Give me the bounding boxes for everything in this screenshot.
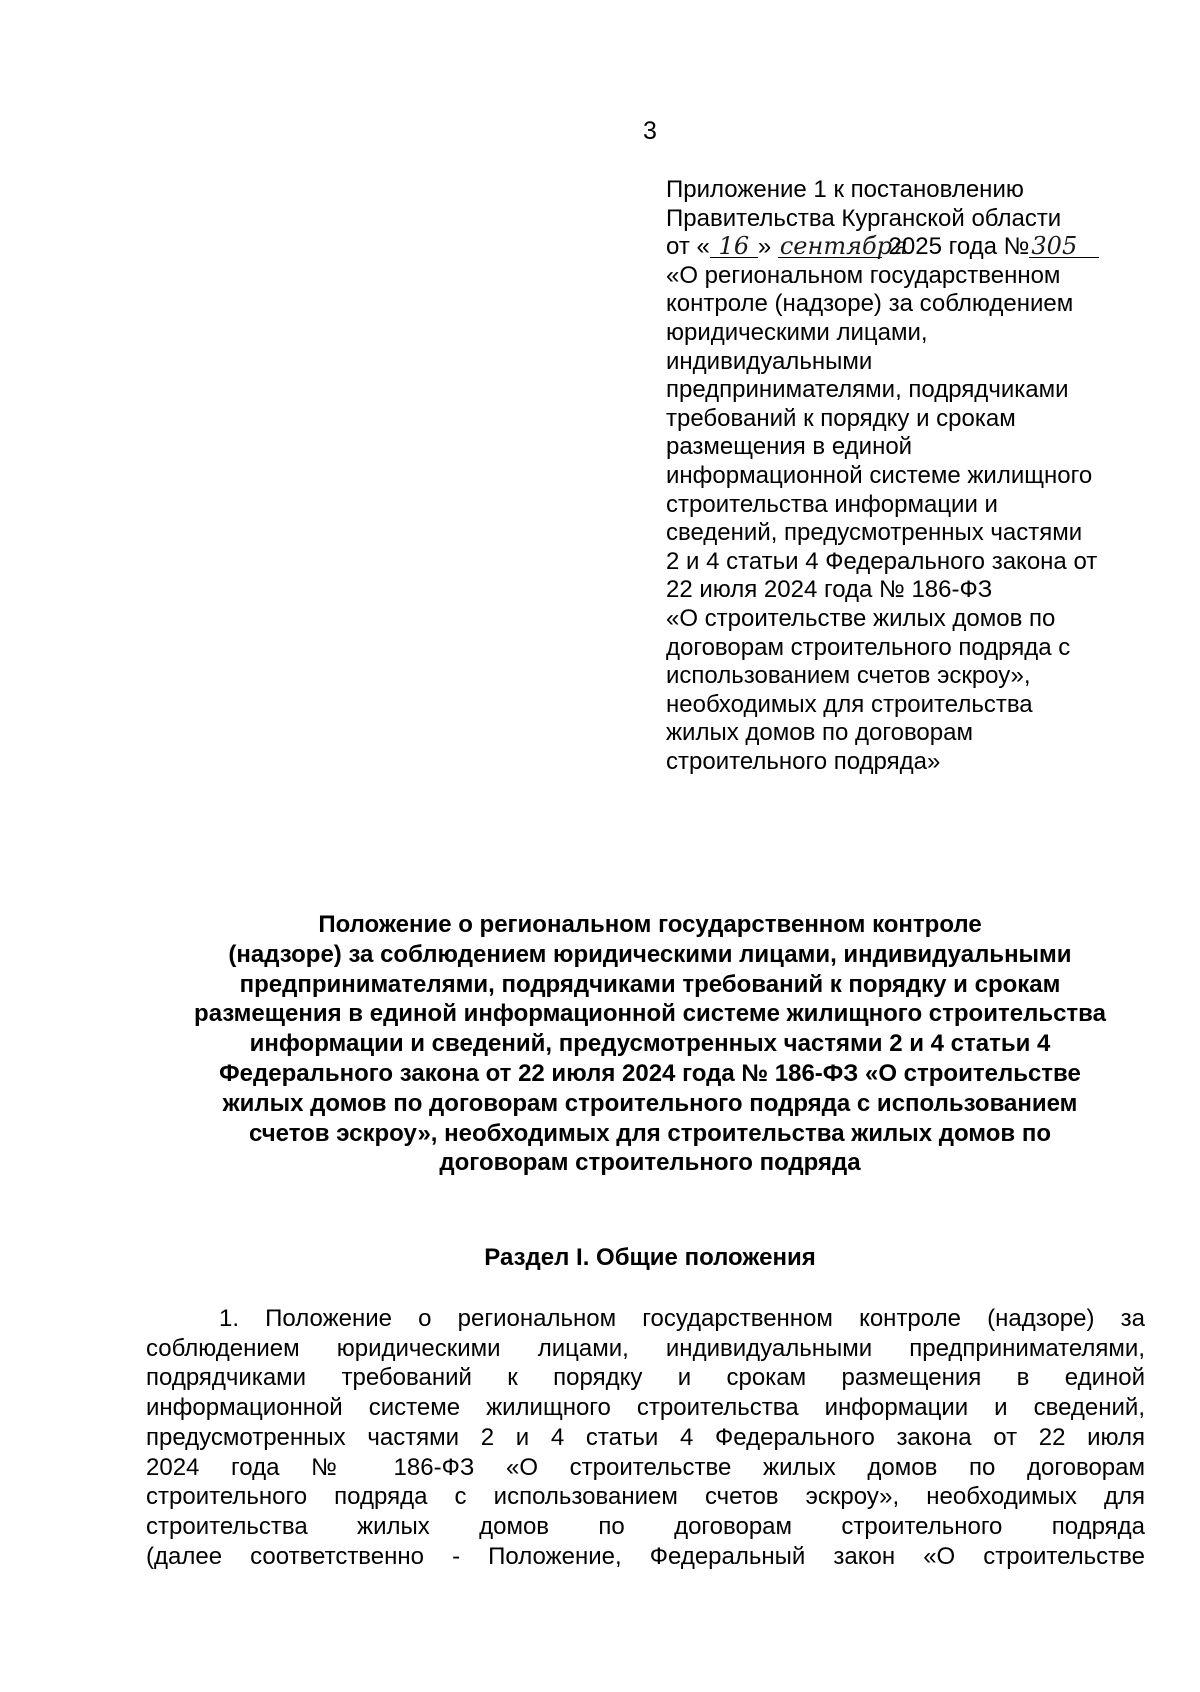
appendix-header [666, 176, 1126, 776]
appendix-subject-line: необходимых для строительства [666, 690, 1033, 718]
page-number: 3 [643, 117, 657, 145]
paragraph-line: подрядчиками требований к порядку и срокам размещения в единой [146, 1364, 1145, 1392]
appendix-subject-line: контроле (надзоре) за соблюдением [666, 290, 1074, 318]
date-year: 2025 года № [888, 233, 1030, 261]
title-line: (надзоре) за соблюдением юридическими лицами, индивидуальными [228, 940, 1072, 968]
title-line: Положение о региональном государственном контроле [318, 911, 982, 938]
title-line: предпринимателями, подрядчиками требований к порядку и срокам [239, 970, 1061, 998]
appendix-subject-line: требований к порядку и срокам [666, 404, 1016, 432]
paragraph-line: информационной системе жилищного строительства информации и сведений, [146, 1394, 1145, 1422]
date-mid: » [757, 233, 772, 261]
paragraph-line: 2024 года № 186-ФЗ «О строительстве жилых домов по договорам [146, 1453, 1145, 1481]
appendix-subject-line: размещения в единой [666, 433, 913, 461]
paragraph-line: предусмотренных частями 2 и 4 статьи 4 Федерального закона от 22 июля [146, 1423, 1145, 1451]
handwritten-doc-number: 305 [1029, 235, 1099, 258]
appendix-subject-line: индивидуальными [666, 347, 873, 375]
appendix-subject-line: строительного подряда» [666, 747, 941, 775]
appendix-line: Приложение 1 к постановлению [666, 176, 1024, 203]
appendix-subject-line: договорам строительного подряда с [666, 633, 1071, 661]
section-heading: Раздел I. Общие положения [484, 1244, 816, 1271]
appendix-subject-line: предпринимателями, подрядчиками [666, 376, 1069, 404]
date-prefix: от « [666, 233, 710, 261]
appendix-subject-line: юридическими лицами, [666, 318, 928, 346]
appendix-subject-line: «О региональном государственном [666, 261, 1061, 289]
paragraph-line: (далее соответственно - Положение, Федеральный закон «О строительстве [146, 1542, 1145, 1570]
title-line: информации и сведений, предусмотренных частями 2 и 4 статьи 4 [249, 1030, 1051, 1058]
appendix-subject-line: жилых домов по договорам [666, 719, 973, 747]
paragraph-line: 1. Положение о региональном государственном контроле (надзоре) за [219, 1305, 1145, 1332]
handwritten-month: сентября [779, 232, 908, 261]
document-title [120, 910, 1180, 1178]
title-line: договорам строительного подряда [439, 1149, 861, 1177]
appendix-date-line [666, 233, 1126, 262]
paragraph-line: соблюдением юридическими лицами, индивидуальными предпринимателями, [146, 1334, 1145, 1362]
title-line: жилых домов по договорам строительного подряда с использованием [222, 1089, 1078, 1117]
appendix-subject-line: «О строительстве жилых домов по [666, 604, 1056, 632]
appendix-subject-line: 2 и 4 статьи 4 Федерального закона от [666, 547, 1098, 575]
title-line: Федерального закона от 22 июля 2024 года № 186-ФЗ «О строительстве [219, 1059, 1081, 1087]
appendix-line: Правительства Курганской области [666, 204, 1062, 232]
paragraph-line: строительства жилых домов по договорам строительного подряда [146, 1512, 1145, 1540]
paragraph-1 [146, 1304, 1145, 1571]
appendix-subject-line: сведений, предусмотренных частями [666, 519, 1083, 547]
title-line: размещения в единой информационной системе жилищного строительства [194, 1000, 1106, 1028]
appendix-subject-line: использованием счетов эскроу», [666, 662, 1031, 690]
appendix-subject-line: 22 июля 2024 года № 186-ФЗ [666, 576, 993, 604]
appendix-subject-line: информационной системе жилищного [666, 461, 1093, 489]
appendix-subject-line: строительства информации и [666, 490, 998, 518]
title-line: счетов эскроу», необходимых для строительства жилых домов по [249, 1119, 1051, 1147]
paragraph-line: строительного подряда с использованием счетов эскроу», необходимых для [146, 1483, 1145, 1511]
handwritten-day: 16 [710, 235, 758, 258]
